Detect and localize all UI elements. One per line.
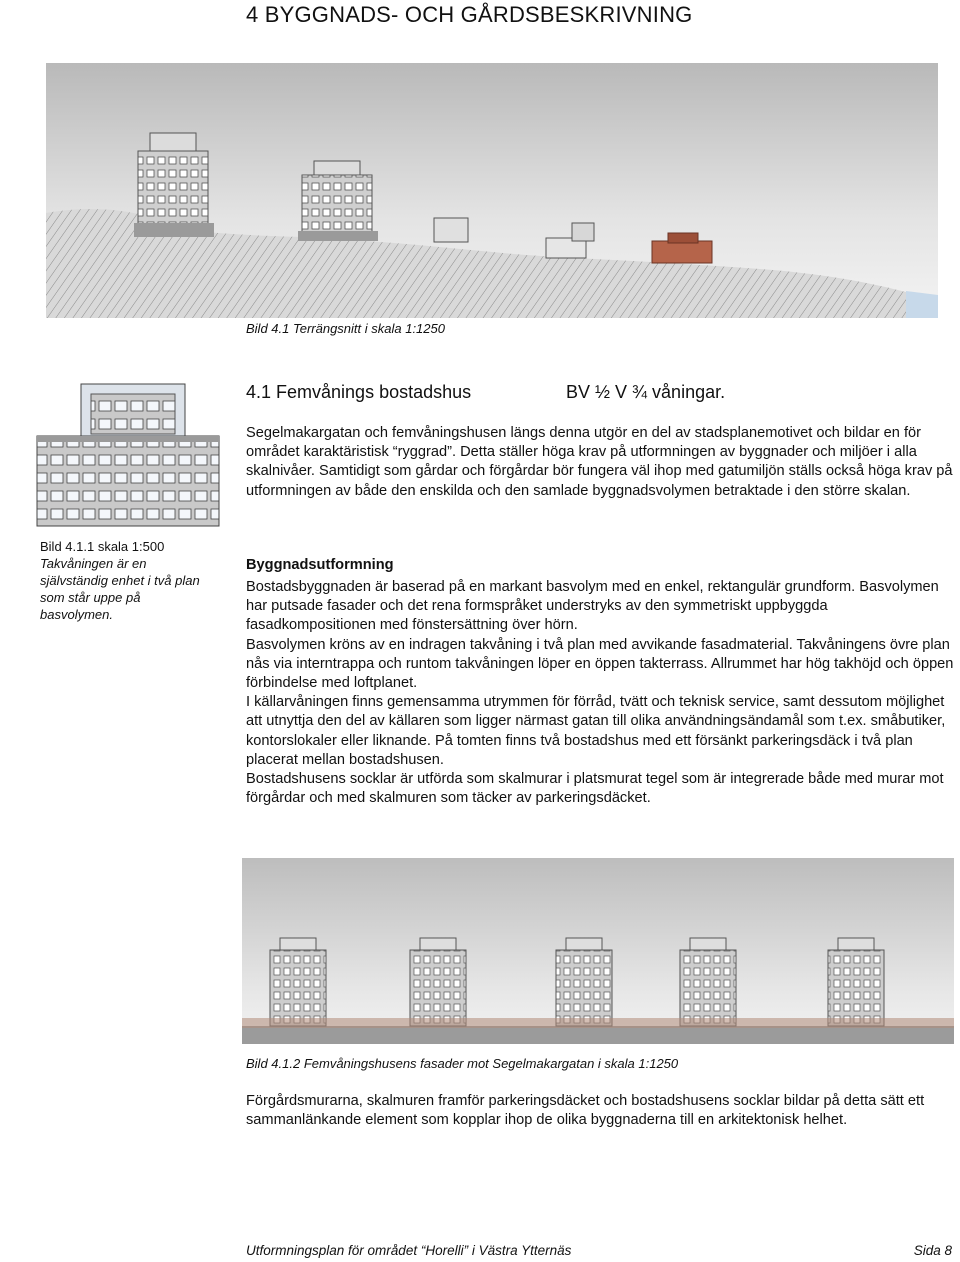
side-caption-text: Takvåningen är en självständig enhet i två plan som står uppe på basvolymen. <box>40 556 200 622</box>
footer-document-title: Utformningsplan för området “Horelli” i Västra Ytternäs <box>246 1243 572 1258</box>
page-footer <box>246 1243 952 1258</box>
closing-paragraph: Förgårdsmurarna, skalmuren framför parkeringsdäcket och bostadshusens socklar bildar på detta sätt ett sammanlänkande element som kopplar ihop de olika byggnaderna till en arkitektonisk helhet. <box>246 1093 925 1129</box>
street-facades-drawing <box>242 858 954 1044</box>
section-title: 4.1 Femvånings bostadshus <box>246 382 472 402</box>
page-title: 4 BYGGNADS- OCH GÅRDSBESKRIVNING <box>246 2 693 27</box>
footer-page-number: Sida 8 <box>913 1243 952 1258</box>
section-heading <box>246 382 726 403</box>
facade-elevation-drawing <box>33 380 223 528</box>
design-paragraph: Bostadsbyggnaden är baserad på en markant basvolym med en enkel, rektangulär grundform. Basvolymen har putsade fasader och det rena formspråket understryks av den symmetriskt uppbyggda fasadkompositionen med fönstersättning över hörn. Basvolymen kröns av en indragen takvåning i två plan med avvikande fasadmaterial. Takvåningens övre plan nås via interntrappa och runtom takvåningen löper en öppen takterrass. Allrummet har hög takhöjd och öppen förbindelse med loftplanet. I källarvåningen finns gemensamma utrymmen för förråd, tvätt och teknisk service, samt dessutom möjlighet att utnyttja den del av källaren som ligger närmast gatan till olika användningsändamål som t.ex. småbutiker, kontorslokaler eller liknande. På tomten finns två bostadshus med ett försänkt parkeringsdäck i två plan placerat mellan bostadshusen. Bostadshusens socklar är utförda som skalmurar i platsmurat tegel som är integrerade både med murar mot förgårdar och med skalmuren som täcker av parkeringsdäcket. <box>246 579 954 807</box>
figure-caption-terrain: Bild 4.1 Terrängsnitt i skala 1:1250 <box>246 321 445 336</box>
section-title-right: BV ½ V ¾ våningar. <box>566 382 726 402</box>
figure-caption-facades: Bild 4.1.2 Femvåningshusens fasader mot Segelmakargatan i skala 1:1250 <box>246 1056 679 1071</box>
intro-paragraph: Segelmakargatan och femvåningshusen längs denna utgör en del av stadsplanemotivet och bildar en för området karaktäristisk “ryggrad”. Detta ställer höga krav på utformningen av byggnader och miljöer i alla skalnivåer. Samtidigt som gårdar och förgårdar bör fungera väl ihop med gatumiljön ställs också höga krav på utformningen av både den enskilda och den samlade byggnadsvolymen betraktade i den större skalan. <box>246 425 953 499</box>
side-caption <box>40 538 200 623</box>
design-subheading: Byggnadsutformning <box>246 557 394 573</box>
side-caption-title: Bild 4.1.1 skala 1:500 <box>40 539 165 554</box>
terrain-section-drawing <box>46 63 938 318</box>
